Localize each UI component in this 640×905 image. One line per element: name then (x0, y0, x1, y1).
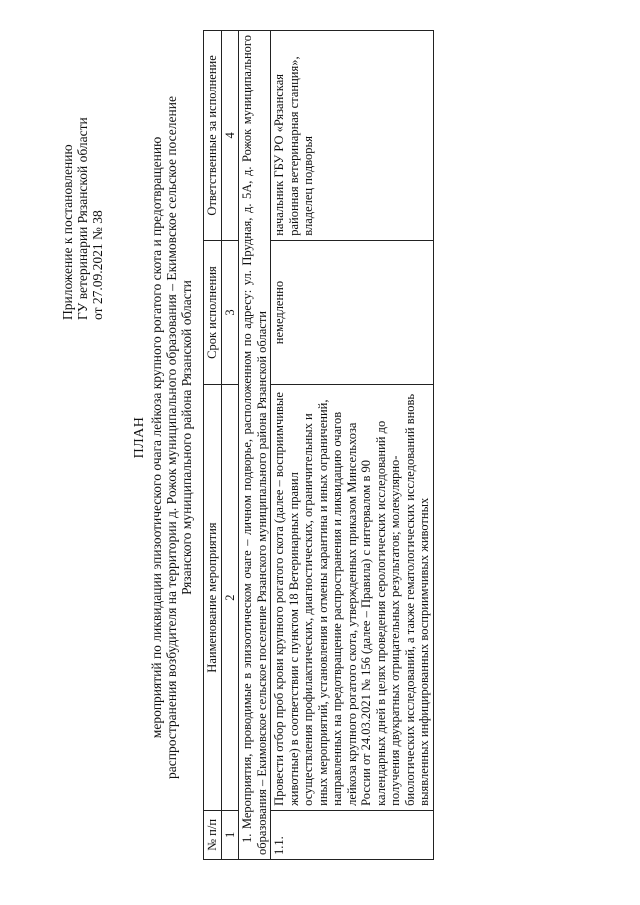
header-name: Наименование мероприятия (204, 385, 222, 811)
section-row (239, 31, 271, 860)
header-resp: Ответственные за исполнение (204, 31, 222, 241)
section-title: 1. Мероприятия, проводимые в эпизоотическом очаге – личном подворье, расположенном по адресу: ул. Прудная, д. 5А, д. Рожок муниципального образования – Екимовское сельское поселение Рязанского муниципального района Рязанской области (239, 31, 271, 860)
column-index-4: 4 (221, 31, 239, 241)
header-term: Срок исполнения (204, 240, 222, 385)
document-heading (132, 30, 194, 845)
appendix-line-1: Приложение к постановлению (60, 144, 75, 320)
row-name: Провести отбор проб крови крупного рогатого скота (далее – восприимчивые животные) в соответствии с пунктом 18 Ветеринарных правил осуществления профилактических, диагностических, ограничительных и иных мероприятий, установления и отмены карантина и иных ограничений, направленных на предотвращение распространения и ликвидацию очагов лейкоза крупного рогатого скота, утвержденных приказом Минсельхоза России от 24.03.2021 № 156 (далее – Правила) с интервалом в 90 календарных дней в целях проведения серологических исследований до получения двукратных отрицательных результатов; молекулярно-биологических исследований, а также гематологических исследований вновь выявленных инфицированных восприимчивых животных (271, 385, 434, 811)
heading-line-3: Рязанского муниципального района Рязанской области (179, 280, 194, 595)
plan-table (203, 30, 434, 860)
row-resp: начальник ГБУ РО «Рязанская районная ветеринарная станция», владелец подворья (271, 31, 434, 241)
column-index-row (221, 31, 239, 860)
column-index-3: 3 (221, 240, 239, 385)
document-title: ПЛАН (132, 416, 147, 459)
appendix-block (60, 20, 105, 320)
appendix-line-2: ГУ ветеринарии Рязанской области (75, 117, 90, 320)
table-row (271, 31, 434, 860)
heading-line-1: мероприятий по ликвидации эпизоотического очага лейкоза крупного рогатого скота и предотвращению (149, 136, 164, 739)
table-header-row (204, 31, 222, 860)
column-index-1: 1 (221, 810, 239, 859)
appendix-line-3: от 27.09.2021 № 38 (90, 210, 105, 320)
column-index-2: 2 (221, 385, 239, 811)
row-num: 1.1. (271, 810, 434, 859)
row-term: немедленно (271, 240, 434, 385)
header-num: № п/п (204, 810, 222, 859)
heading-line-2: распространения возбудителя на территории д. Рожок муниципального образования – Екимовское сельское поселение (164, 96, 179, 779)
